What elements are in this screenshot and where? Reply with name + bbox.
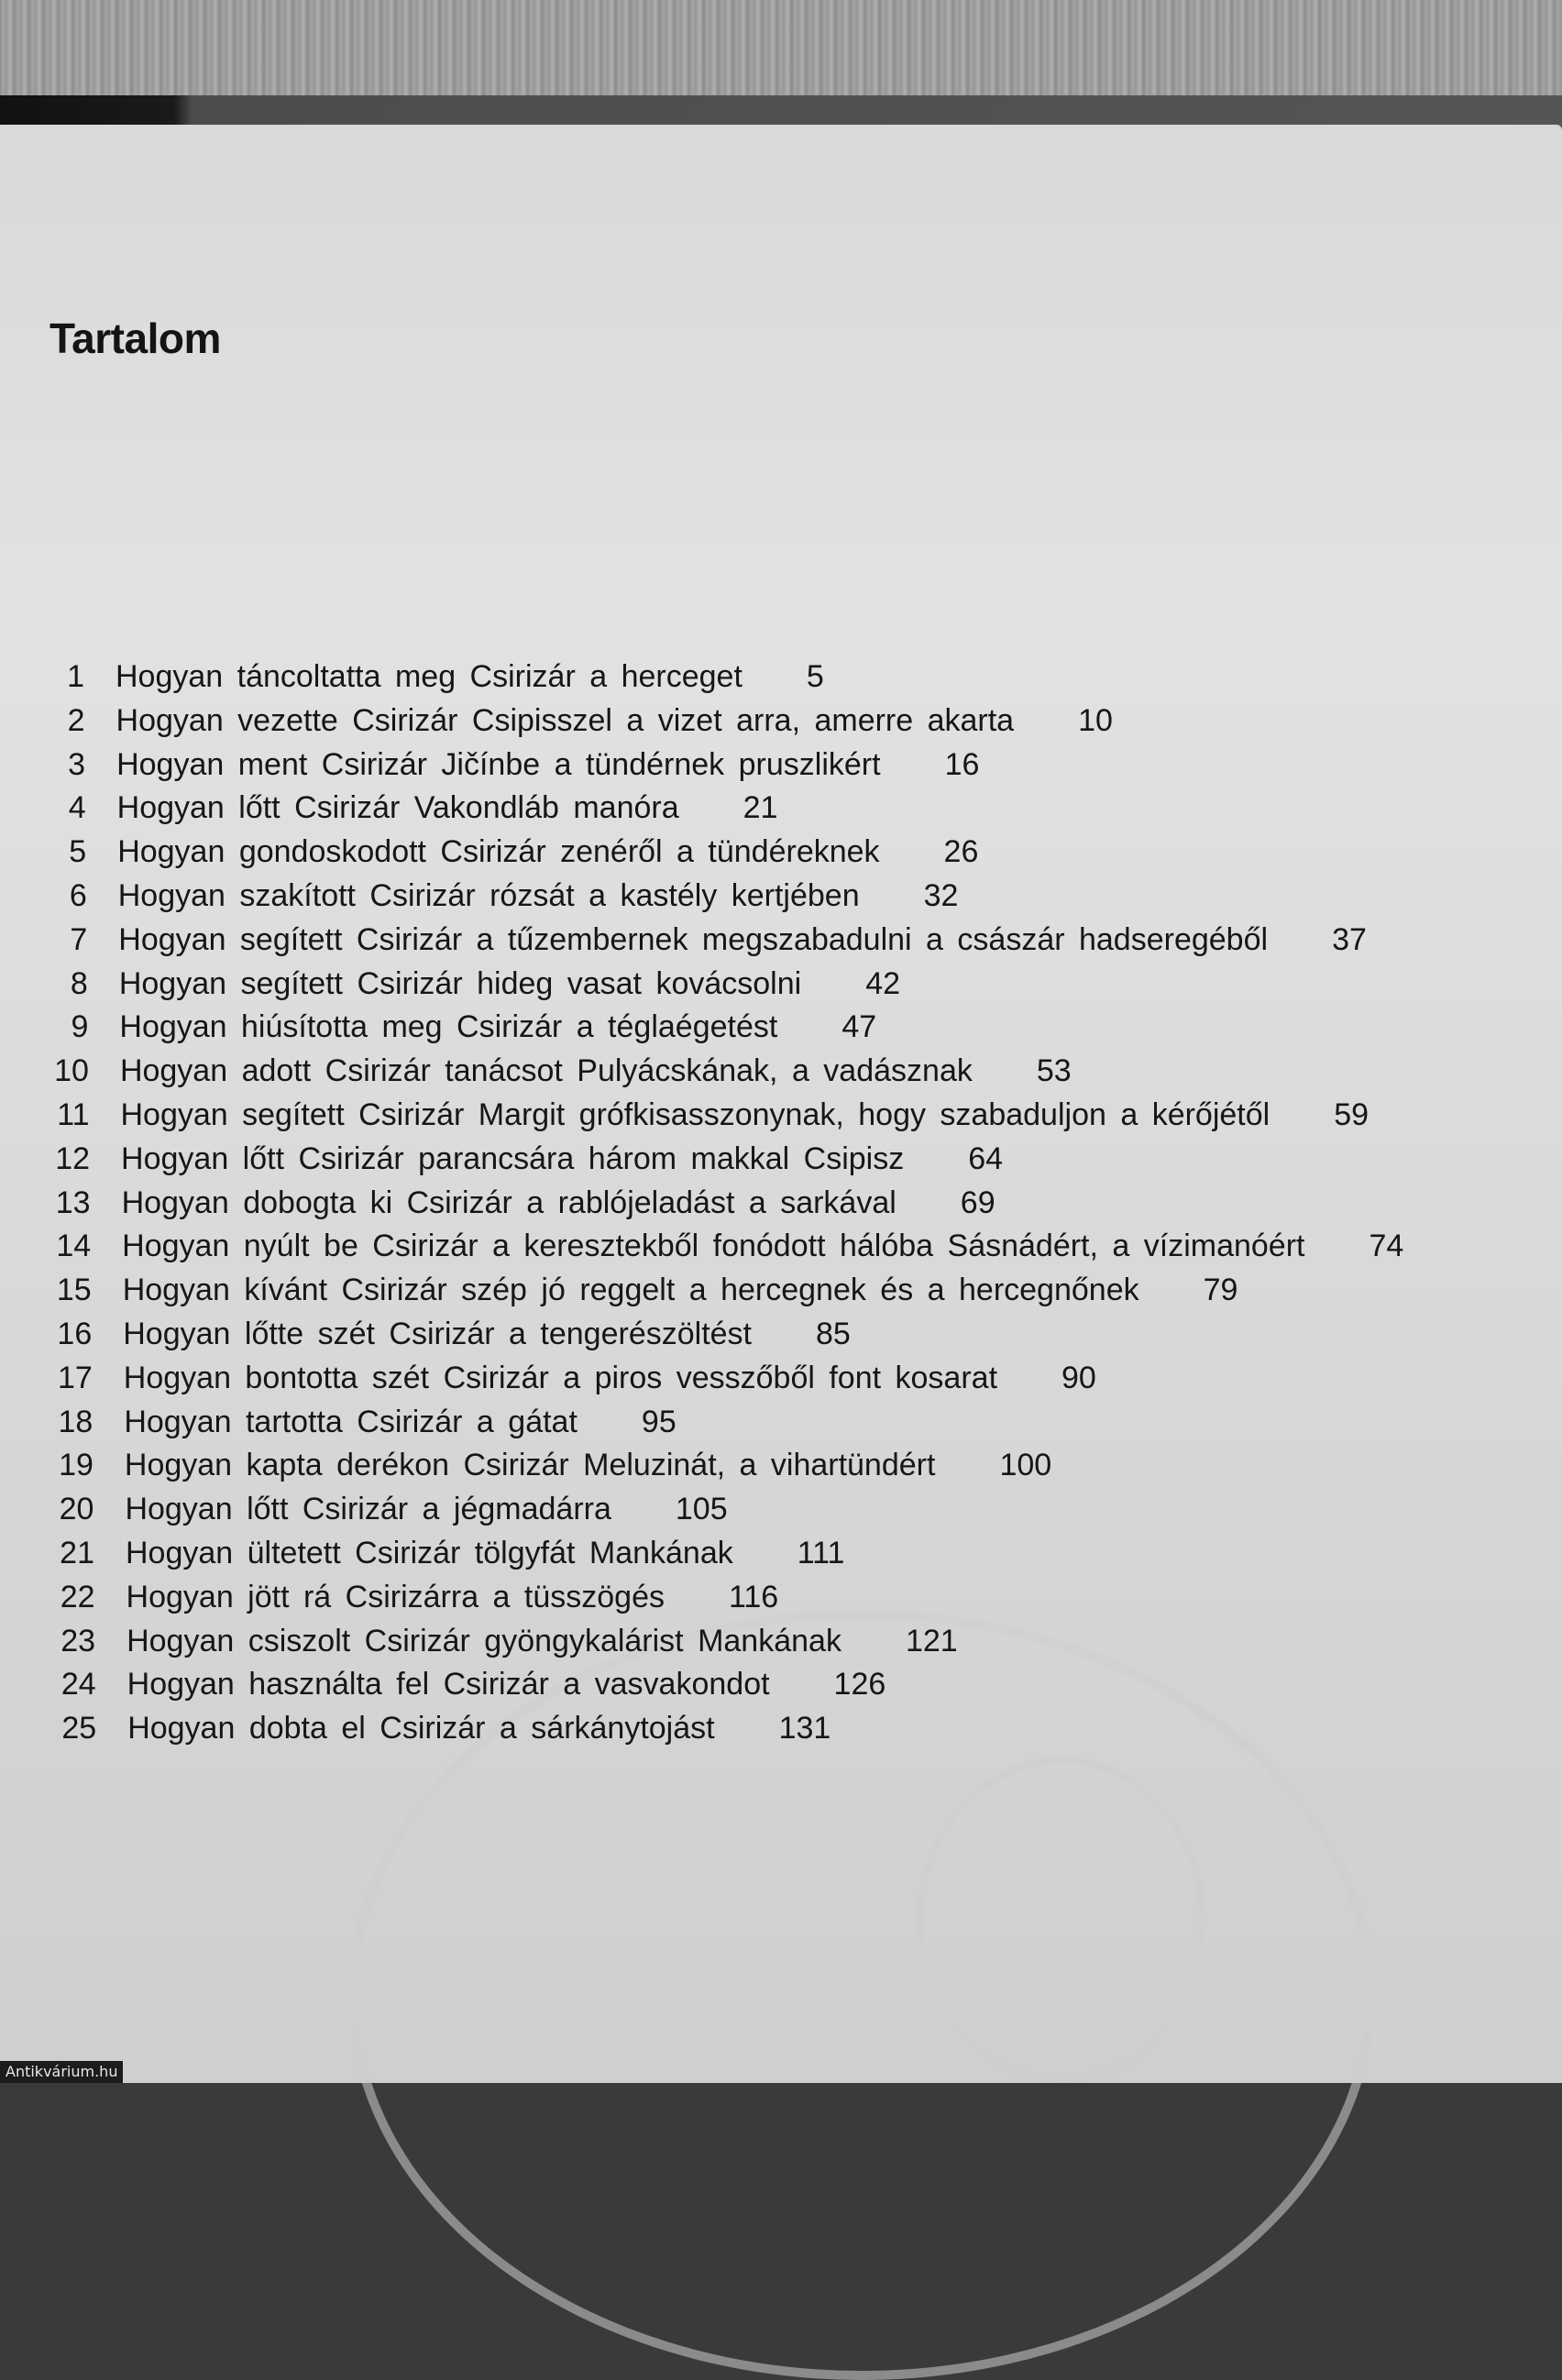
toc-number: 19	[59, 1448, 94, 1483]
toc-number: 8	[70, 965, 88, 1001]
toc-entry	[55, 1139, 1004, 1179]
toc-entry	[67, 656, 824, 697]
toc-title: Hogyan segített Csirizár Margit grófkisasszonynak, hogy szabaduljon a kérőjétől	[120, 1097, 1270, 1132]
toc-title: Hogyan dobogta ki Csirizár a rablójeladást a sarkával	[121, 1184, 896, 1220]
toc-entry	[60, 1621, 958, 1661]
toc-title: Hogyan hiúsította meg Csirizár a téglaégetést	[119, 1009, 778, 1045]
toc-title: Hogyan tartotta Csirizár a gátat	[124, 1404, 578, 1439]
toc-page-number: 32	[923, 878, 959, 913]
toc-entry	[55, 1183, 996, 1223]
toc-entry	[57, 1358, 1096, 1398]
toc-entry	[59, 1489, 728, 1529]
toc-title: Hogyan lőtt Csirizár a jégmadárra	[125, 1492, 611, 1527]
toc-number: 14	[56, 1229, 92, 1264]
toc-title: Hogyan használta fel Csirizár a vasvakondot	[126, 1667, 770, 1702]
toc-page-number: 42	[865, 965, 901, 1001]
toc-entry	[67, 700, 1113, 741]
toc-number: 22	[60, 1579, 95, 1614]
toc-number: 4	[68, 790, 86, 826]
toc-page-number: 5	[806, 659, 824, 694]
toc-entry	[54, 1051, 1072, 1091]
toc-number: 13	[55, 1184, 91, 1220]
toc-page-number: 53	[1036, 1053, 1072, 1089]
toc-title: Hogyan adott Csirizár tanácsot Pulyácskának, a vadásznak	[119, 1053, 973, 1089]
toc-page-number: 10	[1078, 702, 1113, 738]
toc-title: Hogyan ment Csirizár Jičínbe a tündérnek pruszlikért	[116, 746, 881, 782]
toc-page-number: 111	[797, 1536, 845, 1570]
toc-entry	[60, 1664, 886, 1704]
toc-title: Hogyan segített Csirizár a tűzembernek megszabadulni a császár hadseregéből	[118, 921, 1269, 957]
toc-entry	[69, 876, 959, 916]
toc-page-number: 47	[842, 1009, 877, 1045]
toc-number: 23	[60, 1623, 96, 1658]
toc-title: Hogyan lőtte szét Csirizár a tengerészöltést	[123, 1317, 752, 1351]
toc-entry	[71, 1007, 877, 1047]
toc-title: Hogyan táncoltatta meg Csirizár a herceget	[116, 659, 742, 694]
toc-page-number: 121	[905, 1623, 958, 1658]
toc-page-number: 37	[1332, 921, 1367, 957]
toc-entry	[70, 920, 1367, 960]
toc-page-number: 64	[968, 1140, 1004, 1176]
toc-number: 3	[68, 746, 86, 782]
source-watermark: Antikvárium.hu	[0, 2061, 123, 2083]
toc-number: 2	[67, 702, 85, 738]
toc-page-number: 90	[1062, 1360, 1096, 1395]
toc-page-number: 69	[960, 1184, 996, 1220]
toc-title: Hogyan lőtt Csirizár Vakondláb manóra	[116, 790, 679, 826]
toc-entry	[59, 1445, 1052, 1485]
toc-entry	[61, 1708, 831, 1748]
toc-title: Hogyan vezette Csirizár Csipisszel a vizet arra, amerre akarta	[116, 702, 1015, 738]
toc-page-number: 126	[833, 1667, 886, 1702]
toc-number: 6	[69, 878, 87, 913]
toc-number: 18	[58, 1404, 94, 1439]
toc-entry	[68, 788, 778, 828]
toc-entry	[56, 1270, 1238, 1310]
toc-title: Hogyan lőtt Csirizár parancsára három makkal Csipisz	[121, 1140, 905, 1176]
toc-title: Hogyan jött rá Csirizárra a tüsszögés	[126, 1579, 665, 1614]
toc-entry	[60, 1577, 779, 1617]
toc-entry	[68, 744, 980, 785]
toc-page-number: 116	[729, 1579, 779, 1614]
toc-title: Hogyan bontotta szét Csirizár a piros vesszőből font kosarat	[123, 1360, 998, 1395]
page-title: Tartalom	[50, 314, 221, 362]
toc-number: 7	[70, 921, 88, 957]
table-of-contents	[0, 125, 1562, 2083]
toc-page-number: 59	[1334, 1097, 1370, 1132]
toc-title: Hogyan gondoskodott Csirizár zenéről a tündéreknek	[117, 834, 880, 870]
background-surface	[0, 0, 1562, 101]
toc-number: 21	[60, 1536, 94, 1570]
toc-page-number: 74	[1369, 1229, 1404, 1264]
toc-number: 1	[67, 659, 84, 694]
toc-number: 15	[56, 1273, 92, 1308]
toc-number: 16	[57, 1317, 93, 1351]
toc-page-number: 100	[999, 1448, 1052, 1483]
toc-number: 17	[57, 1360, 93, 1395]
toc-number: 12	[55, 1140, 91, 1176]
toc-entry	[56, 1226, 1404, 1266]
toc-number: 10	[54, 1053, 89, 1089]
toc-number: 20	[59, 1492, 94, 1527]
toc-entry	[70, 964, 901, 1004]
toc-number: 9	[71, 1009, 89, 1045]
toc-page-number: 105	[675, 1492, 728, 1527]
toc-number: 11	[57, 1097, 90, 1132]
toc-title: Hogyan kívánt Csirizár szép jó reggelt a hercegnek és a hercegnőnek	[122, 1273, 1139, 1308]
toc-title: Hogyan ültetett Csirizár tölgyfát Mankának	[126, 1536, 733, 1570]
book-page	[0, 125, 1562, 2083]
toc-number: 5	[69, 834, 87, 870]
toc-entry	[69, 832, 979, 872]
toc-entry	[60, 1533, 845, 1573]
toc-page-number: 26	[943, 834, 979, 870]
toc-page-number: 95	[641, 1404, 676, 1439]
toc-number: 24	[60, 1667, 96, 1702]
toc-page-number: 21	[742, 790, 778, 826]
toc-entry	[57, 1314, 851, 1354]
toc-page-number: 79	[1203, 1273, 1238, 1308]
toc-title: Hogyan csiszolt Csirizár gyöngykalárist Mankának	[126, 1623, 842, 1658]
toc-title: Hogyan kapta derékon Csirizár Meluzinát, a vihartündért	[124, 1448, 936, 1483]
toc-title: Hogyan nyúlt be Csirizár a keresztekből fonódott hálóba Sásnádért, a vízimanóért	[122, 1229, 1305, 1264]
toc-page-number: 131	[778, 1711, 831, 1746]
toc-entry	[58, 1402, 676, 1442]
toc-title: Hogyan szakított Csirizár rózsát a kastély kertjében	[117, 878, 860, 913]
toc-title: Hogyan dobta el Csirizár a sárkánytojást	[127, 1711, 715, 1746]
toc-number: 25	[61, 1711, 97, 1746]
toc-page-number: 85	[816, 1317, 851, 1351]
toc-title: Hogyan segített Csirizár hideg vasat kovácsolni	[118, 965, 802, 1001]
toc-entry	[57, 1095, 1370, 1135]
book-cover-edge	[0, 95, 1562, 128]
toc-page-number: 16	[944, 746, 980, 782]
